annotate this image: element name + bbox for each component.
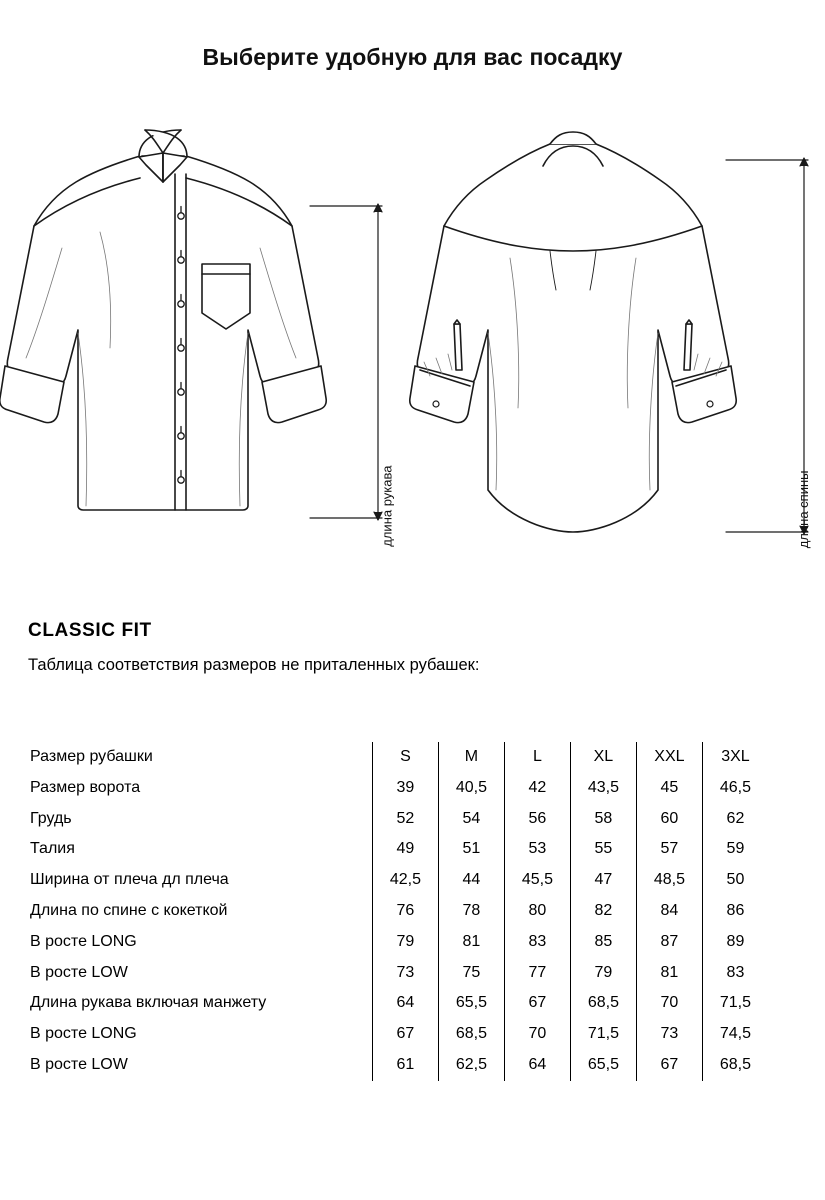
cell-value: 54 bbox=[438, 804, 504, 835]
cell-value: 85 bbox=[570, 927, 636, 958]
cell-value: 48,5 bbox=[636, 865, 702, 896]
cell-value: 62 bbox=[702, 804, 768, 835]
cell-value: 73 bbox=[372, 958, 438, 989]
table-row bbox=[28, 988, 768, 1019]
row-label: В росте LOW bbox=[30, 1055, 128, 1073]
row-label: Длина по спине с кокеткой bbox=[30, 901, 228, 919]
cell-value: 62,5 bbox=[438, 1050, 504, 1081]
page-title: Выберите удобную для вас посадку bbox=[202, 44, 623, 70]
cell-value: 43,5 bbox=[570, 773, 636, 804]
table-row bbox=[28, 1019, 768, 1050]
cell-value: 60 bbox=[636, 804, 702, 835]
cell-value: 79 bbox=[570, 958, 636, 989]
table-row bbox=[28, 865, 768, 896]
cell-value: 87 bbox=[636, 927, 702, 958]
table-header-size-xl: XL bbox=[570, 742, 636, 773]
table-header-label: Размер рубашки bbox=[30, 748, 153, 765]
fit-title: CLASSIC FIT bbox=[28, 620, 152, 641]
cell-value: 67 bbox=[636, 1050, 702, 1081]
cell-value: 61 bbox=[372, 1050, 438, 1081]
cell-value: 53 bbox=[504, 834, 570, 865]
table-header-size-3xl: 3XL bbox=[702, 742, 768, 773]
cell-value: 44 bbox=[438, 865, 504, 896]
cell-value: 76 bbox=[372, 896, 438, 927]
table-row bbox=[28, 927, 768, 958]
cell-value: 80 bbox=[504, 896, 570, 927]
cell-value: 59 bbox=[702, 834, 768, 865]
cell-value: 68,5 bbox=[570, 988, 636, 1019]
row-label: Размер ворота bbox=[30, 778, 141, 796]
table-row bbox=[28, 773, 768, 804]
cell-value: 40,5 bbox=[438, 773, 504, 804]
cell-value: 70 bbox=[636, 988, 702, 1019]
cell-value: 45 bbox=[636, 773, 702, 804]
cell-value: 65,5 bbox=[438, 988, 504, 1019]
table-row bbox=[28, 804, 768, 835]
cell-value: 42,5 bbox=[372, 865, 438, 896]
cell-value: 49 bbox=[372, 834, 438, 865]
cell-value: 52 bbox=[372, 804, 438, 835]
table-row bbox=[28, 1050, 768, 1081]
back-length-label: длина спины bbox=[795, 470, 811, 549]
table-header-size-xxl: XXL bbox=[636, 742, 702, 773]
cell-value: 83 bbox=[702, 958, 768, 989]
cell-value: 55 bbox=[570, 834, 636, 865]
shirt-illustrations bbox=[0, 108, 825, 578]
size-chart-table bbox=[28, 742, 768, 1081]
table-header-size-s: S bbox=[372, 742, 438, 773]
cell-value: 79 bbox=[372, 927, 438, 958]
cell-value: 71,5 bbox=[702, 988, 768, 1019]
cell-value: 73 bbox=[636, 1019, 702, 1050]
cell-value: 78 bbox=[438, 896, 504, 927]
row-label: Талия bbox=[30, 840, 75, 858]
cell-value: 47 bbox=[570, 865, 636, 896]
cell-value: 74,5 bbox=[702, 1019, 768, 1050]
cell-value: 68,5 bbox=[702, 1050, 768, 1081]
cell-value: 89 bbox=[702, 927, 768, 958]
row-label: Ширина от плеча дл плеча bbox=[30, 871, 229, 889]
cell-value: 75 bbox=[438, 958, 504, 989]
cell-value: 82 bbox=[570, 896, 636, 927]
row-label: В росте LONG bbox=[30, 932, 137, 950]
row-label: В росте LONG bbox=[30, 1025, 137, 1043]
cell-value: 68,5 bbox=[438, 1019, 504, 1050]
cell-value: 71,5 bbox=[570, 1019, 636, 1050]
table-row bbox=[28, 958, 768, 989]
sleeve-length-dimension bbox=[310, 204, 382, 520]
table-row bbox=[28, 896, 768, 927]
cell-value: 65,5 bbox=[570, 1050, 636, 1081]
cell-value: 56 bbox=[504, 804, 570, 835]
cell-value: 84 bbox=[636, 896, 702, 927]
row-label: Грудь bbox=[30, 809, 72, 827]
cell-value: 86 bbox=[702, 896, 768, 927]
cell-value: 46,5 bbox=[702, 773, 768, 804]
cell-value: 45,5 bbox=[504, 865, 570, 896]
table-header-size-m: M bbox=[438, 742, 504, 773]
cell-value: 77 bbox=[504, 958, 570, 989]
row-label: Длина рукава включая манжету bbox=[30, 994, 267, 1012]
cell-value: 50 bbox=[702, 865, 768, 896]
sleeve-length-label: длина рукава bbox=[379, 465, 395, 547]
cell-value: 64 bbox=[372, 988, 438, 1019]
shirt-diagram-svg bbox=[0, 108, 825, 578]
back-shirt-technical-drawing bbox=[410, 132, 736, 532]
table-header-row bbox=[28, 742, 768, 773]
cell-value: 58 bbox=[570, 804, 636, 835]
cell-value: 70 bbox=[504, 1019, 570, 1050]
cell-value: 81 bbox=[438, 927, 504, 958]
cell-value: 67 bbox=[372, 1019, 438, 1050]
cell-value: 83 bbox=[504, 927, 570, 958]
table-header-size-l: L bbox=[504, 742, 570, 773]
cell-value: 57 bbox=[636, 834, 702, 865]
front-shirt-technical-drawing bbox=[0, 130, 326, 510]
cell-value: 39 bbox=[372, 773, 438, 804]
fit-subtitle: Таблица соответствия размеров не приталенных рубашек: bbox=[28, 656, 480, 674]
table-row bbox=[28, 834, 768, 865]
row-label: В росте LOW bbox=[30, 963, 128, 981]
cell-value: 81 bbox=[636, 958, 702, 989]
cell-value: 67 bbox=[504, 988, 570, 1019]
cell-value: 64 bbox=[504, 1050, 570, 1081]
cell-value: 42 bbox=[504, 773, 570, 804]
cell-value: 51 bbox=[438, 834, 504, 865]
